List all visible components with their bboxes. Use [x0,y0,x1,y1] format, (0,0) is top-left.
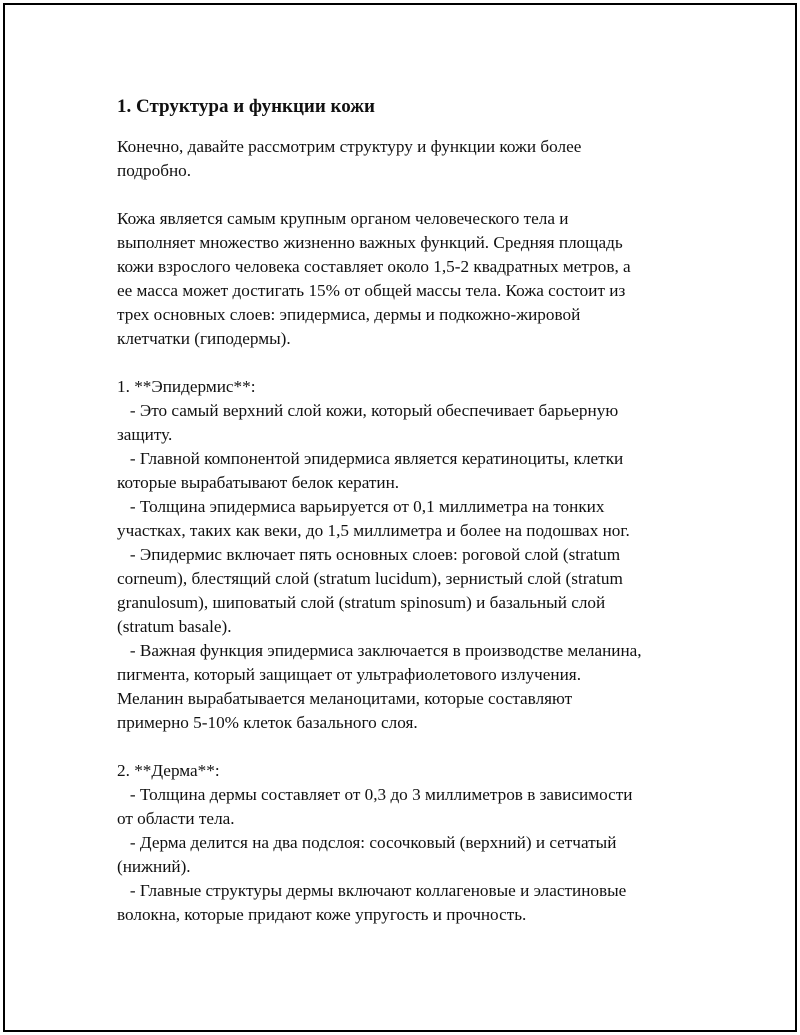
text-line: corneum), блестящий слой (stratum lucidum), зернистый слой (stratum [117,569,623,588]
text-line: подробно. [117,161,192,180]
text-line: - Главной компонентой эпидермиса является кератиноциты, клетки [117,449,624,468]
text-line: (stratum basale). [117,617,232,636]
text-line: Конечно, давайте рассмотрим структуру и функции кожи более [117,137,582,156]
text-line: - Это самый верхний слой кожи, который обеспечивает барьерную [117,401,619,420]
intro-paragraph [117,135,717,183]
text-line: выполняет множество жизненно важных функций. Средняя площадь [117,233,623,252]
document-heading: 1. Структура и функции кожи [117,96,376,117]
text-line: пигмента, который защищает от ультрафиолетового излучения. [117,665,582,684]
text-line: защиту. [117,425,173,444]
text-line: примерно 5-10% клеток базального слоя. [117,713,418,732]
text-line: - Главные структуры дермы включают коллагеновые и эластиновые [117,881,627,900]
paragraph-spacer [117,351,717,375]
text-line: Кожа является самым крупным органом человеческого тела и [117,209,569,228]
text-line: которые вырабатывают белок кератин. [117,473,400,492]
text-line: - Толщина дермы составляет от 0,3 до 3 миллиметров в зависимости [117,785,633,804]
text-line: клетчатки (гиподермы). [117,329,291,348]
paragraph-spacer [117,735,717,759]
text-line: - Важная функция эпидермиса заключается в производстве меланина, [117,641,642,660]
text-line: - Дерма делится на два подслоя: сосочковый (верхний) и сетчатый [117,833,617,852]
text-line: кожи взрослого человека составляет около 1,5-2 квадратных метров, а [117,257,631,276]
text-line: granulosum), шиповатый слой (stratum spinosum) и базальный слой [117,593,606,612]
text-line: - Эпидермис включает пять основных слоев: роговой слой (stratum [117,545,621,564]
paragraph-spacer [117,183,717,207]
text-line: волокна, которые придают коже упругость и прочность. [117,905,527,924]
text-line: Меланин вырабатывается меланоцитами, которые составляют [117,689,573,708]
text-line: - Толщина эпидермиса варьируется от 0,1 миллиметра на тонких [117,497,605,516]
text-line: 2. **Дерма**: [117,761,220,780]
text-line: участках, таких как веки, до 1,5 миллиметра и более на подошвах ног. [117,521,630,540]
text-line: от области тела. [117,809,235,828]
text-line: 1. **Эпидермис**: [117,377,256,396]
text-line: ее масса может достигать 15% от общей массы тела. Кожа состоит из [117,281,626,300]
dermis-section [117,759,717,927]
document-body [117,95,717,927]
text-line: (нижний). [117,857,191,876]
overview-paragraph [117,207,717,351]
text-line: трех основных слоев: эпидермиса, дермы и подкожно-жировой [117,305,581,324]
epidermis-section [117,375,717,735]
